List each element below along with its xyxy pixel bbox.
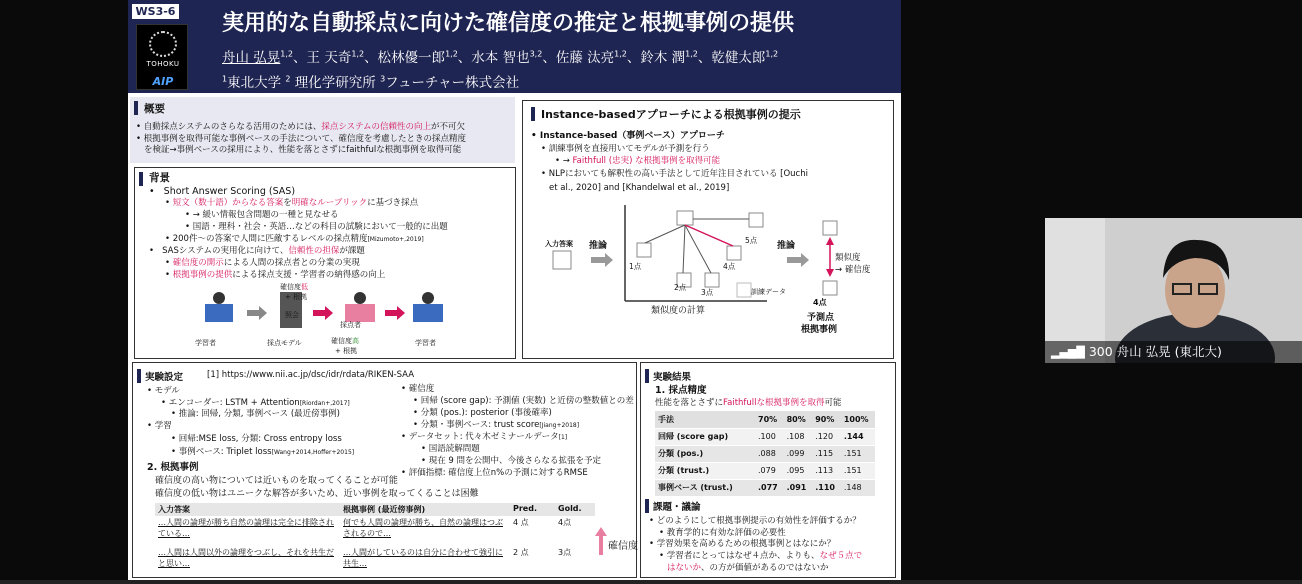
infer-label-2: 推論 xyxy=(777,241,796,251)
fig-learner-2: 学習者 xyxy=(415,339,436,347)
input-label: 入力答案 xyxy=(545,240,573,248)
affil-sup: 2 xyxy=(285,74,291,84)
results-table xyxy=(655,411,875,497)
experiment-section xyxy=(132,362,637,578)
edge-nearest xyxy=(685,225,733,246)
author: 、乾健太郎 xyxy=(697,50,766,66)
row-pred: 2 点 xyxy=(513,548,529,557)
fig-highlight: 低 xyxy=(301,283,308,291)
exp-conf: • 確信度 xyxy=(401,384,435,394)
disc-text: 、の方が価値があるのではないか xyxy=(701,563,829,573)
exp-model: • モデル xyxy=(147,386,180,396)
fig-ref: 照会 xyxy=(285,311,299,319)
exp-data-1: • 国語読解問題 xyxy=(421,444,480,454)
session-badge: WS3-6 xyxy=(132,4,179,19)
row-input: …人間は人間以外の論理をつぶし、それを共生だと思い… xyxy=(158,548,334,568)
evidence-doc-icon xyxy=(823,281,837,295)
exp-section-2: 2. 根拠事例 xyxy=(147,462,199,473)
university-seal-icon xyxy=(149,31,177,57)
exp-ref: [Wang+2014,Hoffer+2015] xyxy=(271,449,355,456)
cell: .113 xyxy=(812,462,841,479)
conf-label-1: 類似度 xyxy=(835,253,861,263)
author-sup: 1,2 xyxy=(614,49,627,59)
exp-model-1: • エンコーダー: LSTM + Attention[Riordan+,2017] xyxy=(161,398,350,408)
fig-text: 確信度 xyxy=(280,283,301,291)
participant-name-bar xyxy=(1045,341,1302,363)
bg-text: → 緩い情報包含問題の一種と見なせる xyxy=(192,210,339,220)
col-method: 手法 xyxy=(655,411,755,428)
author: 、水本 智也 xyxy=(457,50,530,66)
inst-item-1: • Instance-based（事例ベース）アプローチ xyxy=(531,131,725,141)
affil-1: 東北大学 xyxy=(227,75,286,91)
inst-text: → xyxy=(562,156,573,166)
doc-4-icon xyxy=(727,246,741,260)
bg-item-sas: • Short Answer Scoring (SAS) xyxy=(149,186,296,197)
inst-text: NLPにおいても解釈性の高い手法として近年注目されている [Ouchi xyxy=(548,169,808,179)
section-marker xyxy=(645,499,649,513)
point-2: 2点 xyxy=(674,283,687,292)
author-sup: 1,2 xyxy=(685,49,698,59)
pred-score: 4点 xyxy=(813,298,827,307)
disc-text: 学習者にとってはなぜ４点か、よりも、 xyxy=(666,551,820,561)
bg-text: に基づき採点 xyxy=(367,198,419,208)
evidence-row xyxy=(155,516,595,546)
abstract-section xyxy=(130,97,515,163)
instance-based-section xyxy=(522,100,894,359)
cell: .099 xyxy=(784,445,813,462)
cell: .077 xyxy=(755,479,784,496)
cell: .151 xyxy=(841,445,875,462)
query-doc-icon xyxy=(677,211,693,225)
arrow-icon xyxy=(591,253,613,267)
bg-item-2: • SASシステムの実用化に向けて、信頼性の担保が課題 xyxy=(149,246,365,256)
background-figure xyxy=(195,286,455,336)
edge xyxy=(645,225,685,243)
author: 、鈴木 潤 xyxy=(626,50,686,66)
results-heading: 実験結果 xyxy=(653,372,692,383)
exp-text: 事例ベース: Triplet loss xyxy=(178,447,272,457)
inst-highlight: Faithfull (忠実) な根拠事例を取得可能 xyxy=(572,156,721,166)
cell: .095 xyxy=(784,462,813,479)
affil-sup: 1 xyxy=(222,74,228,84)
row-input: …人間の論理が勝ち自然の論理は完全に排除されている… xyxy=(158,518,334,538)
doc-1-icon xyxy=(637,243,651,257)
exp-text: 回帰:MSE loss, 分類: Cross entropy loss xyxy=(178,434,342,444)
background-heading: 背景 xyxy=(149,172,170,184)
pred-doc-icon xyxy=(823,221,837,235)
point-3: 3点 xyxy=(701,288,714,297)
results-section xyxy=(640,362,896,578)
res-text: 性能を落とさずに xyxy=(655,398,724,408)
cell: .100 xyxy=(755,428,784,445)
pred-label-1: 予測点 xyxy=(807,313,835,323)
results-header-row xyxy=(655,411,875,428)
exp-text: 現在 9 問を公開中、今後さらなる拡張を予定 xyxy=(428,456,602,466)
cell: .151 xyxy=(841,462,875,479)
affil-2: 理化学研究所 xyxy=(290,75,381,91)
exp-text: 評価指標: 確信度上位n%の予測に対するRMSE xyxy=(408,468,588,478)
signal-icon: ▂▄▆█ xyxy=(1051,346,1085,359)
pred-label-2: 根拠事例 xyxy=(801,325,838,335)
cell: .091 xyxy=(784,479,813,496)
bg-highlight: 確信度の開示 xyxy=(172,258,224,268)
point-1: 1点 xyxy=(629,262,642,271)
instance-heading: Instance-basedアプローチによる根拠事例の提示 xyxy=(541,108,801,121)
row-method: 回帰 (score gap) xyxy=(655,428,755,445)
author-presenter: 舟山 弘晃 xyxy=(222,50,281,66)
exp-conf-2: • 分類 (pos.): posterior (事後確率) xyxy=(413,408,552,418)
th-input: 入力答案 xyxy=(158,505,190,514)
exp-ref: [Riordan+,2017] xyxy=(299,400,350,407)
learner-icon xyxy=(205,304,233,322)
inst-sub-1: • 訓練事例を直接用いてモデルが予測を行う xyxy=(541,144,710,154)
logo-text: TOHOKU xyxy=(146,60,180,68)
exp-text: 分類 (pos.): posterior (事後確率) xyxy=(420,408,552,418)
col-80: 80% xyxy=(784,411,813,428)
infer-label: 推論 xyxy=(589,241,608,251)
exp-s2-b: 確信度の低い物はユニークな解答が多いため、近い事例を取ってくることは困難 xyxy=(155,489,479,499)
disc-text: 学習効果を高めるための根拠事例とはなにか？ xyxy=(656,539,836,549)
row-pred: 4 点 xyxy=(513,518,529,527)
row-evidence: 何でも人間の論理が勝ち、自然の論理はつぶされるので… xyxy=(343,518,503,538)
bg-text: による採点支援・学習者の納得感の向上 xyxy=(232,270,386,280)
section-marker xyxy=(645,369,649,383)
fig-learner: 学習者 xyxy=(195,339,216,347)
row-evidence: …人間がしているのは自分に合わせて強引に共生… xyxy=(343,548,503,568)
participant-video[interactable] xyxy=(1045,218,1302,363)
exp-text: 推論: 回帰, 分類, 事例ベース (最近傍事例) xyxy=(178,409,341,419)
author-sup: 1,2 xyxy=(351,49,365,59)
row-gold: 4点 xyxy=(558,518,572,527)
abstract-line-1: • 自動採点システムのさらなる活用のためには、採点システムの信頼性の向上が不可欠 xyxy=(136,122,466,132)
inst-text: Instance-based（事例ベース）アプローチ xyxy=(539,131,725,141)
arrow-icon xyxy=(313,306,333,320)
abstract-line-3: を検証→事例ベースの採用により、性能を落とさずにfaithfulな根拠事例を取得可能 xyxy=(144,145,462,155)
poster-title: 実用的な自動採点に向けた確信度の推定と根拠事例の提供 xyxy=(222,11,795,36)
author-sup: 3,2 xyxy=(529,49,543,59)
disc-text: 教育学的に有効な評価の必要性 xyxy=(666,528,786,538)
exp-text: 国語読解問題 xyxy=(428,444,480,454)
arrow-icon xyxy=(787,253,809,267)
arrow-icon xyxy=(247,306,267,320)
arrow-up-icon xyxy=(826,237,834,245)
disc-q1a: • 教育学的に有効な評価の必要性 xyxy=(659,528,786,538)
row-method: 事例ベース (trust.) xyxy=(655,479,755,496)
author-sup: 1,2 xyxy=(280,49,294,59)
col-70: 70% xyxy=(755,411,784,428)
evidence-row xyxy=(155,546,595,576)
section-marker xyxy=(137,369,141,383)
abstract-text: が不可欠 xyxy=(431,122,466,132)
arrow-down-icon xyxy=(826,269,834,277)
exp-text: 回帰 (score gap): 予測値 (実数) と近傍の整数値との差 xyxy=(420,396,634,406)
author-sup: 1,2 xyxy=(445,49,458,59)
shared-screen-poster xyxy=(128,0,901,580)
exp-text: 学習 xyxy=(154,421,172,431)
row-gold: 3点 xyxy=(558,548,572,557)
exp-learn-2: • 事例ベース: Triplet loss[Wang+2014,Hoffer+2015] xyxy=(171,447,355,457)
disc-q2b xyxy=(667,563,829,574)
results-row xyxy=(655,479,875,496)
fig-scorer: 採点者 xyxy=(340,321,361,329)
bg-text: 200件～の答案で人間に匹敵するレベルの採点精度 xyxy=(172,234,368,244)
exp-model-2: • 推論: 回帰, 分類, 事例ベース (最近傍事例) xyxy=(171,409,341,419)
affiliations xyxy=(222,71,519,91)
row-method: 分類 (pos.) xyxy=(655,445,755,462)
fig-highlight: 高 xyxy=(352,337,359,345)
results-row xyxy=(655,462,875,479)
abstract-line-2: • 根拠事例を取得可能な事例ベースの手法について、確信度を考慮したときの採点精度 xyxy=(136,134,466,144)
conf-axis-label: 確信度 xyxy=(608,541,638,552)
exp-conf-3: • 分類・事例ベース: trust score[Jiang+2018] xyxy=(413,420,580,430)
affil-3: フューチャー株式会社 xyxy=(385,75,520,91)
res-line-1 xyxy=(655,398,842,409)
res-section-1: 1. 採点精度 xyxy=(655,385,707,396)
res-text: 可能 xyxy=(824,398,842,408)
arrow-icon xyxy=(385,306,405,320)
th-evidence: 根拠事例 (最近傍事例) xyxy=(343,505,426,514)
cell: .088 xyxy=(755,445,784,462)
scorer-head-icon xyxy=(354,292,366,304)
disc-text: どのようにして根拠事例提示の有効性を評価するか？ xyxy=(656,516,861,526)
abstract-heading: 概要 xyxy=(144,103,165,115)
conf-arrow-icon xyxy=(595,527,607,557)
discussion-heading: 課題・議論 xyxy=(653,502,701,513)
learner-head-icon xyxy=(422,292,434,304)
bg-sub-6: • 根拠事例の提供による採点支援・学習者の納得感の向上 xyxy=(165,270,386,280)
row-method: 分類 (trust.) xyxy=(655,462,755,479)
cell: .115 xyxy=(812,445,841,462)
disc-highlight: なぜ５点で xyxy=(819,551,863,561)
results-row xyxy=(655,428,875,445)
exp-learn-1: • 回帰:MSE loss, 分類: Cross entropy loss xyxy=(171,434,342,444)
evidence-table-header xyxy=(155,503,595,516)
bg-sub-3: • 国語・理科・社会・英語…などの科目の試験において一般的に出題 xyxy=(185,222,448,232)
abstract-highlight: 採点システムの信頼性の向上 xyxy=(321,122,432,132)
cell: .110 xyxy=(812,479,841,496)
inst-sub-3b: et al., 2020] and [Khandelwal et al., 2019] xyxy=(549,183,730,193)
bg-sub-4: • 200件～の答案で人間に匹敵するレベルの採点精度[Mizumoto+,2019] xyxy=(165,234,424,244)
exp-s2-a: 確信度の高い物については近いものを取ってくることが可能 xyxy=(155,476,398,486)
bg-highlight: 短文（数十語）からなる答案 xyxy=(172,198,284,208)
inst-sub-2: • → Faithfull (忠実) な根拠事例を取得可能 xyxy=(555,156,721,166)
background-section xyxy=(134,167,516,359)
inst-sub-3: • NLPにおいても解釈性の高い手法として近年注目されている [Ouchi xyxy=(541,169,808,179)
exp-text: 確信度 xyxy=(408,384,435,394)
author: 、王 天奇 xyxy=(293,50,352,66)
th-gold: Gold. xyxy=(558,504,582,513)
author-sup: 1,2 xyxy=(765,49,779,59)
cell: .120 xyxy=(812,428,841,445)
bg-text: による人間の採点者との分業の実現 xyxy=(223,258,360,268)
exp-ref: [1] xyxy=(558,434,568,441)
bg-text: SASシステムの実用化に向けて、 xyxy=(162,246,289,256)
experiment-heading: 実験設定 xyxy=(145,372,184,383)
train-doc-icon xyxy=(737,283,751,297)
disc-q2a: • 学習者にとってはなぜ４点か、よりも、なぜ５点で xyxy=(659,551,863,561)
doc-5-icon xyxy=(749,213,763,227)
section-marker xyxy=(139,172,143,186)
exp-eval: • 評価指標: 確信度上位n%の予測に対するRMSE xyxy=(401,468,588,478)
section-marker xyxy=(134,101,138,115)
participant-name: 300 舟山 弘晃 (東北大) xyxy=(1088,344,1222,359)
th-pred: Pred. xyxy=(513,504,537,513)
abstract-text: 根拠事例を取得可能な事例ベースの手法について、確信度を考慮したときの採点精度 xyxy=(143,134,466,144)
bg-highlight: 根拠事例の提供 xyxy=(172,270,233,280)
exp-text: モデル xyxy=(154,386,180,396)
cell: .079 xyxy=(755,462,784,479)
inst-text: 訓練事例を直接用いてモデルが予測を行う xyxy=(548,144,710,154)
cell: .148 xyxy=(841,479,875,496)
dataset-url: [1] https://www.nii.ac.jp/dsc/idr/rdata/RIKEN-SAA xyxy=(207,370,415,380)
fig-text: 確信度 xyxy=(331,337,352,345)
fig-model: 採点モデル xyxy=(267,339,302,347)
exp-conf-1: • 回帰 (score gap): 予測値 (実数) と近傍の整数値との差 xyxy=(413,396,634,406)
poster-header xyxy=(128,0,901,93)
bg-highlight: 信頼性の担保 xyxy=(288,246,340,256)
exp-learn: • 学習 xyxy=(147,421,172,431)
exp-data-2: • 現在 9 問を公開中、今後さらなる拡張を予定 xyxy=(421,456,602,466)
bg-ref: [Mizumoto+,2019] xyxy=(367,236,424,243)
author: 、松林優一郎 xyxy=(364,50,446,66)
learner-head-icon xyxy=(213,292,225,304)
bg-sub-1: • 短文（数十語）からなる答案を明確なルーブリックに基づき採点 xyxy=(165,198,419,208)
bottom-bar xyxy=(0,580,1302,584)
section-marker xyxy=(531,107,535,121)
train-data-label: 訓練データ xyxy=(751,288,786,296)
learner-icon xyxy=(413,304,443,322)
tohoku-logo xyxy=(136,24,188,90)
res-highlight: Faithfullな根拠事例を取得 xyxy=(723,398,825,408)
bg-text: を xyxy=(283,198,292,208)
col-90: 90% xyxy=(812,411,841,428)
bg-text: が課題 xyxy=(339,246,365,256)
doc-3-icon xyxy=(705,273,719,287)
bg-sub-2: • → 緩い情報包含問題の一種と見なせる xyxy=(185,210,339,220)
results-row xyxy=(655,445,875,462)
point-4: 4点 xyxy=(723,262,736,271)
bg-text: Short Answer Scoring (SAS) xyxy=(163,186,296,197)
affil-sup: 3 xyxy=(380,74,386,84)
evidence-table xyxy=(155,503,595,576)
col-100: 100% xyxy=(841,411,875,428)
edge xyxy=(685,225,711,273)
exp-data: • データセット: 代々木ゼミナールデータ[1] xyxy=(401,432,568,442)
aip-logo: AIP xyxy=(152,75,174,88)
author-list xyxy=(222,46,778,66)
abstract-text: 自動採点システムのさらなる活用のためには、 xyxy=(143,122,322,132)
exp-text: 分類・事例ベース: trust score xyxy=(420,420,540,430)
edge xyxy=(683,225,685,273)
disc-q1: • どのようにして根拠事例提示の有効性を評価するか？ xyxy=(649,516,861,526)
bg-text: 国語・理科・社会・英語…などの科目の試験において一般的に出題 xyxy=(192,222,448,232)
fig-plus-ev-2: + 根拠 xyxy=(335,347,358,355)
disc-q2: • 学習効果を高めるための根拠事例とはなにか？ xyxy=(649,539,836,549)
similarity-label: 類似度の計算 xyxy=(651,306,706,316)
point-5: 5点 xyxy=(745,236,758,245)
cell: .108 xyxy=(784,428,813,445)
conf-label-2: → 確信度 xyxy=(835,265,871,275)
exp-text: エンコーダー: LSTM + Attention xyxy=(168,398,300,408)
disc-highlight: はないか xyxy=(667,563,702,573)
bg-sub-5: • 確信度の開示による人間の採点者との分業の実現 xyxy=(165,258,360,268)
document-icon xyxy=(553,251,571,269)
exp-ref: [Jiang+2018] xyxy=(539,422,580,429)
exp-text: データセット: 代々木ゼミナールデータ xyxy=(408,432,559,442)
bg-highlight: 明確なルーブリック xyxy=(291,198,368,208)
author: 、佐藤 汰亮 xyxy=(542,50,615,66)
cell: .144 xyxy=(841,428,875,445)
fig-plus-ev: + 根拠 xyxy=(285,293,308,301)
